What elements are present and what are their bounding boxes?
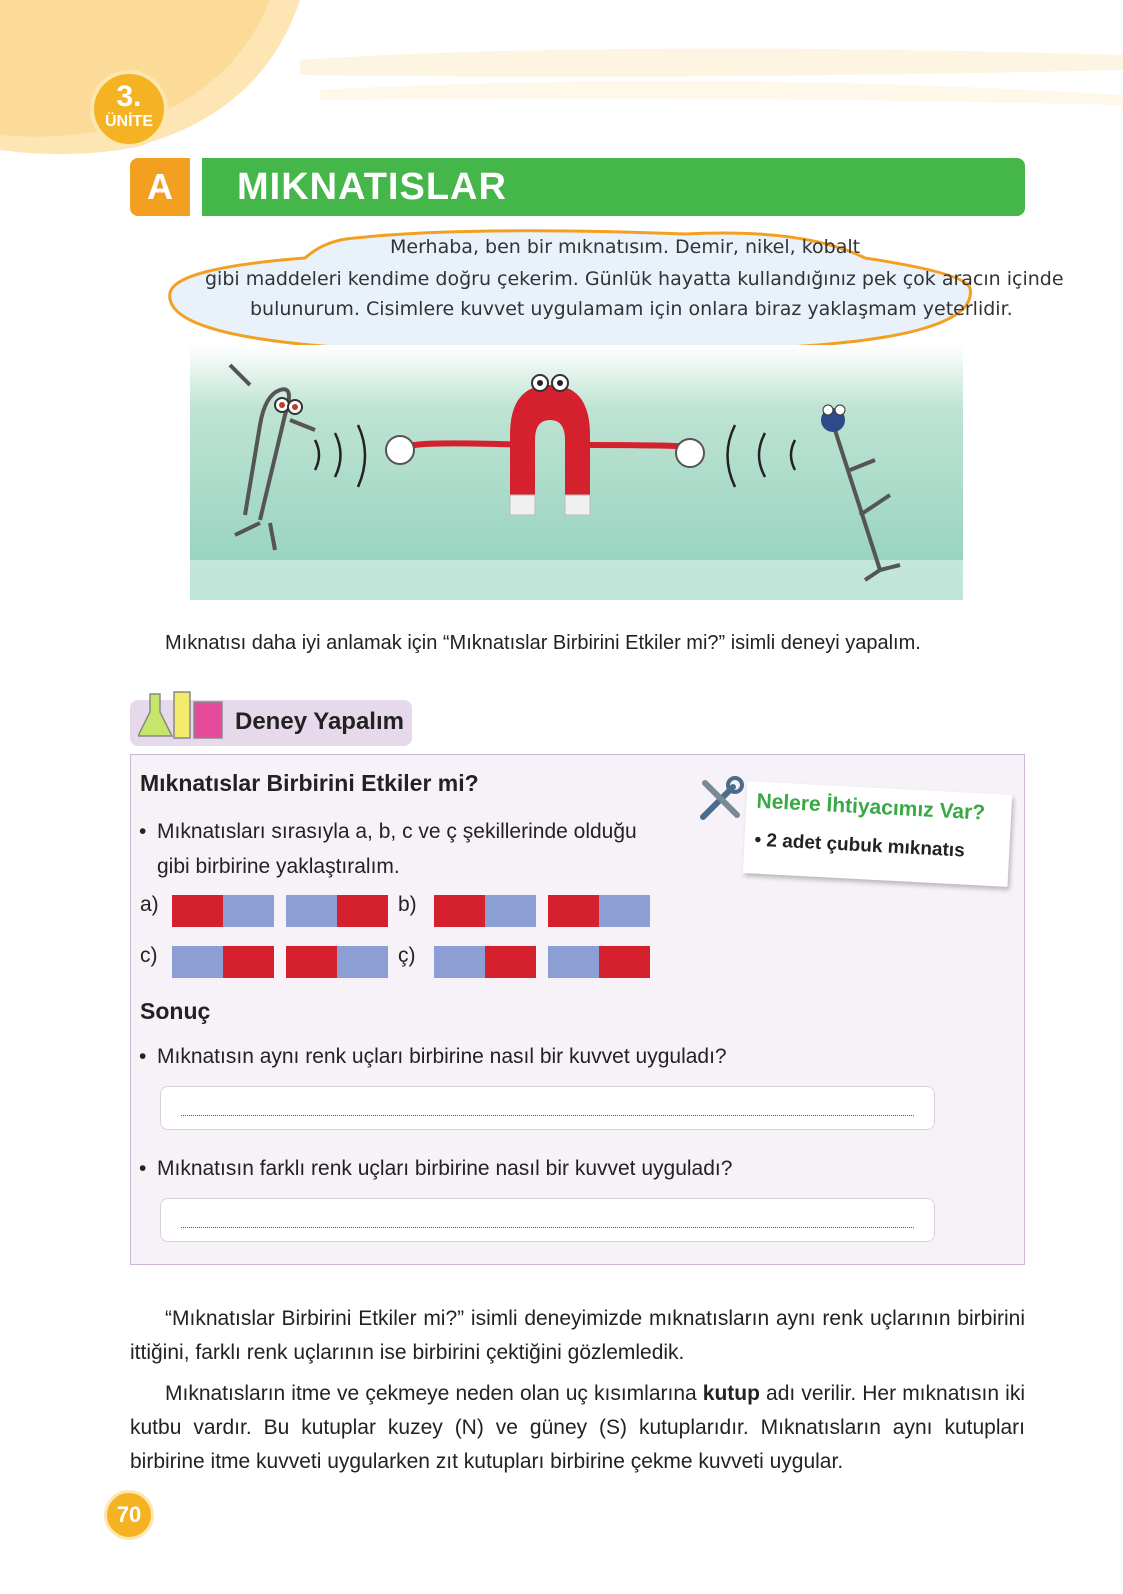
experiment-tab <box>130 700 412 746</box>
arrangement-a-label: a) <box>140 893 159 916</box>
speech-line-1: Merhaba, ben bir mıknatısım. Demir, nikel, kobalt <box>390 236 861 258</box>
speech-line-3: bulunurum. Cisimlere kuvvet uygulamam için onlara biraz yaklaşmam yeterlidir. <box>250 298 1013 320</box>
magnet-b2 <box>548 895 650 927</box>
arrangement-c-cedilla-label: ç) <box>398 944 416 967</box>
instruction-bullet: • Mıknatısları sırasıyla a, b, c ve ç şekillerinde olduğu <box>139 820 637 843</box>
speech-bubble <box>165 228 1064 358</box>
lab-glassware-icon <box>138 684 228 744</box>
header-decoration <box>0 0 1123 160</box>
magnet-b1 <box>434 895 536 927</box>
answer-field-1[interactable] <box>160 1086 935 1130</box>
unit-label: ÜNİTE <box>105 113 153 130</box>
unit-number: 3. <box>116 80 142 113</box>
section-title-bar <box>130 158 1025 216</box>
section-title: MIKNATISLAR <box>202 158 1025 216</box>
magnet-a2 <box>286 895 388 927</box>
magnet-a1 <box>172 895 274 927</box>
unit-badge <box>90 70 168 148</box>
magnet-illustration <box>190 345 963 610</box>
paragraph-1: “Mıknatıslar Birbirini Etkiler mi?” isimli deneyimizde mıknatısların aynı renk uçlarının birbirini ittiğini, farklı renk uçlarının ise birbirini çektiğini gözlemledik. <box>130 1307 1025 1364</box>
needs-note <box>743 781 1012 887</box>
section-letter: A <box>130 158 190 216</box>
needs-item: • 2 adet çubuk mıknatıs <box>753 829 966 862</box>
result-heading: Sonuç <box>140 998 211 1024</box>
magnet-d1 <box>434 946 536 978</box>
magnet-c2 <box>286 946 388 978</box>
question-2: • Mıknatısın farklı renk uçları birbirine nasıl bir kuvvet uyguladı? <box>139 1157 733 1180</box>
needs-title: Nelere İhtiyacımız Var? <box>755 789 986 825</box>
magnet-d2 <box>548 946 650 978</box>
speech-line-2: gibi maddeleri kendime doğru çekerim. Günlük hayatta kullandığınız pek çok aracın içinde <box>205 268 1064 290</box>
answer-field-2[interactable] <box>160 1198 935 1242</box>
tools-icon <box>695 775 745 825</box>
experiment-tab-label: Deney Yapalım <box>235 708 404 735</box>
arrangement-c-label: c) <box>140 944 158 967</box>
term-kutup: kutup <box>702 1382 760 1405</box>
page-number: 70 <box>104 1490 154 1540</box>
instruction-continued: gibi birbirine yaklaştıralım. <box>157 855 400 878</box>
paragraph-2: Mıknatısların itme ve çekmeye neden olan uç kısımlarına kutup adı verilir. Her mıknatısın iki kutbu vardır. Bu kutuplar kuzey (N) ve güney (S) kutuplarıdır. Mıknatısların aynı kutupları birbirine itme kuvveti uygularken zıt kutupları birbirine çekme kuvveti uygular. <box>130 1382 1025 1473</box>
question-1: • Mıknatısın aynı renk uçları birbirine nasıl bir kuvvet uyguladı? <box>139 1045 727 1068</box>
experiment-heading: Mıknatıslar Birbirini Etkiler mi? <box>140 770 479 796</box>
intro-text: Mıknatısı daha iyi anlamak için “Mıknatıslar Birbirini Etkiler mi?” isimli deneyi yapalım. <box>165 632 921 654</box>
magnet-c1 <box>172 946 274 978</box>
arrangement-b-label: b) <box>398 893 417 916</box>
